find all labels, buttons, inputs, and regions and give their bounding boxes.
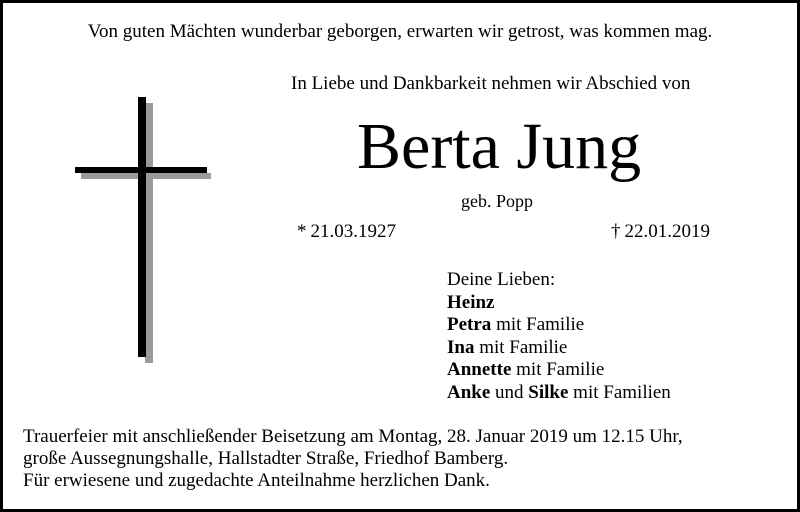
family-member xyxy=(447,337,671,360)
family-heading: Deine Lieben: xyxy=(447,269,556,290)
death-cross-icon: † xyxy=(611,221,621,242)
family-member xyxy=(447,314,671,337)
family-member xyxy=(447,359,671,382)
family-member-name: Ina xyxy=(447,336,475,358)
family-member-suffix: mit Familie xyxy=(474,336,568,358)
death-date: 22.01.2019 xyxy=(624,221,710,242)
birth-date: 21.03.1927 xyxy=(310,221,396,242)
family-member-name: Anke xyxy=(447,381,491,403)
maiden-name: geb. Popp xyxy=(461,191,533,211)
family-member xyxy=(447,382,671,405)
family-member-name: Annette xyxy=(447,359,512,380)
funeral-details xyxy=(23,426,683,492)
family-member xyxy=(447,292,671,315)
family-member-name: Petra xyxy=(447,314,492,335)
family-member-suffix: mit Familie xyxy=(491,314,585,335)
motto-text: Von guten Mächten wunderbar geborgen, erwarten wir getrost, was kommen mag. xyxy=(87,21,713,42)
death-date-line xyxy=(611,221,710,243)
funeral-details-line: Trauerfeier mit anschließender Beisetzung am Montag, 28. Januar 2019 um 12.15 Uhr, xyxy=(23,426,683,447)
family-member-joiner: und xyxy=(490,381,529,403)
deceased-name: Berta Jung xyxy=(357,110,642,183)
farewell-intro: In Liebe und Dankbarkeit nehmen wir Abschied von xyxy=(291,73,691,94)
funeral-location-line: große Aussegnungshalle, Hallstadter Straße, Friedhof Bamberg. xyxy=(23,448,509,469)
family-member-suffix: mit Familie xyxy=(511,359,605,380)
family-member-name: Heinz xyxy=(447,291,495,313)
thanks-line: Für erwiesene und zugedachte Anteilnahme herzlichen Dank. xyxy=(23,470,490,491)
family-list xyxy=(447,269,671,404)
birth-star-icon: * xyxy=(297,221,307,242)
family-member-name: Silke xyxy=(528,381,569,403)
latin-cross-icon xyxy=(73,97,213,363)
family-member-suffix: mit Familien xyxy=(568,381,671,403)
birth-date-line xyxy=(297,221,396,243)
